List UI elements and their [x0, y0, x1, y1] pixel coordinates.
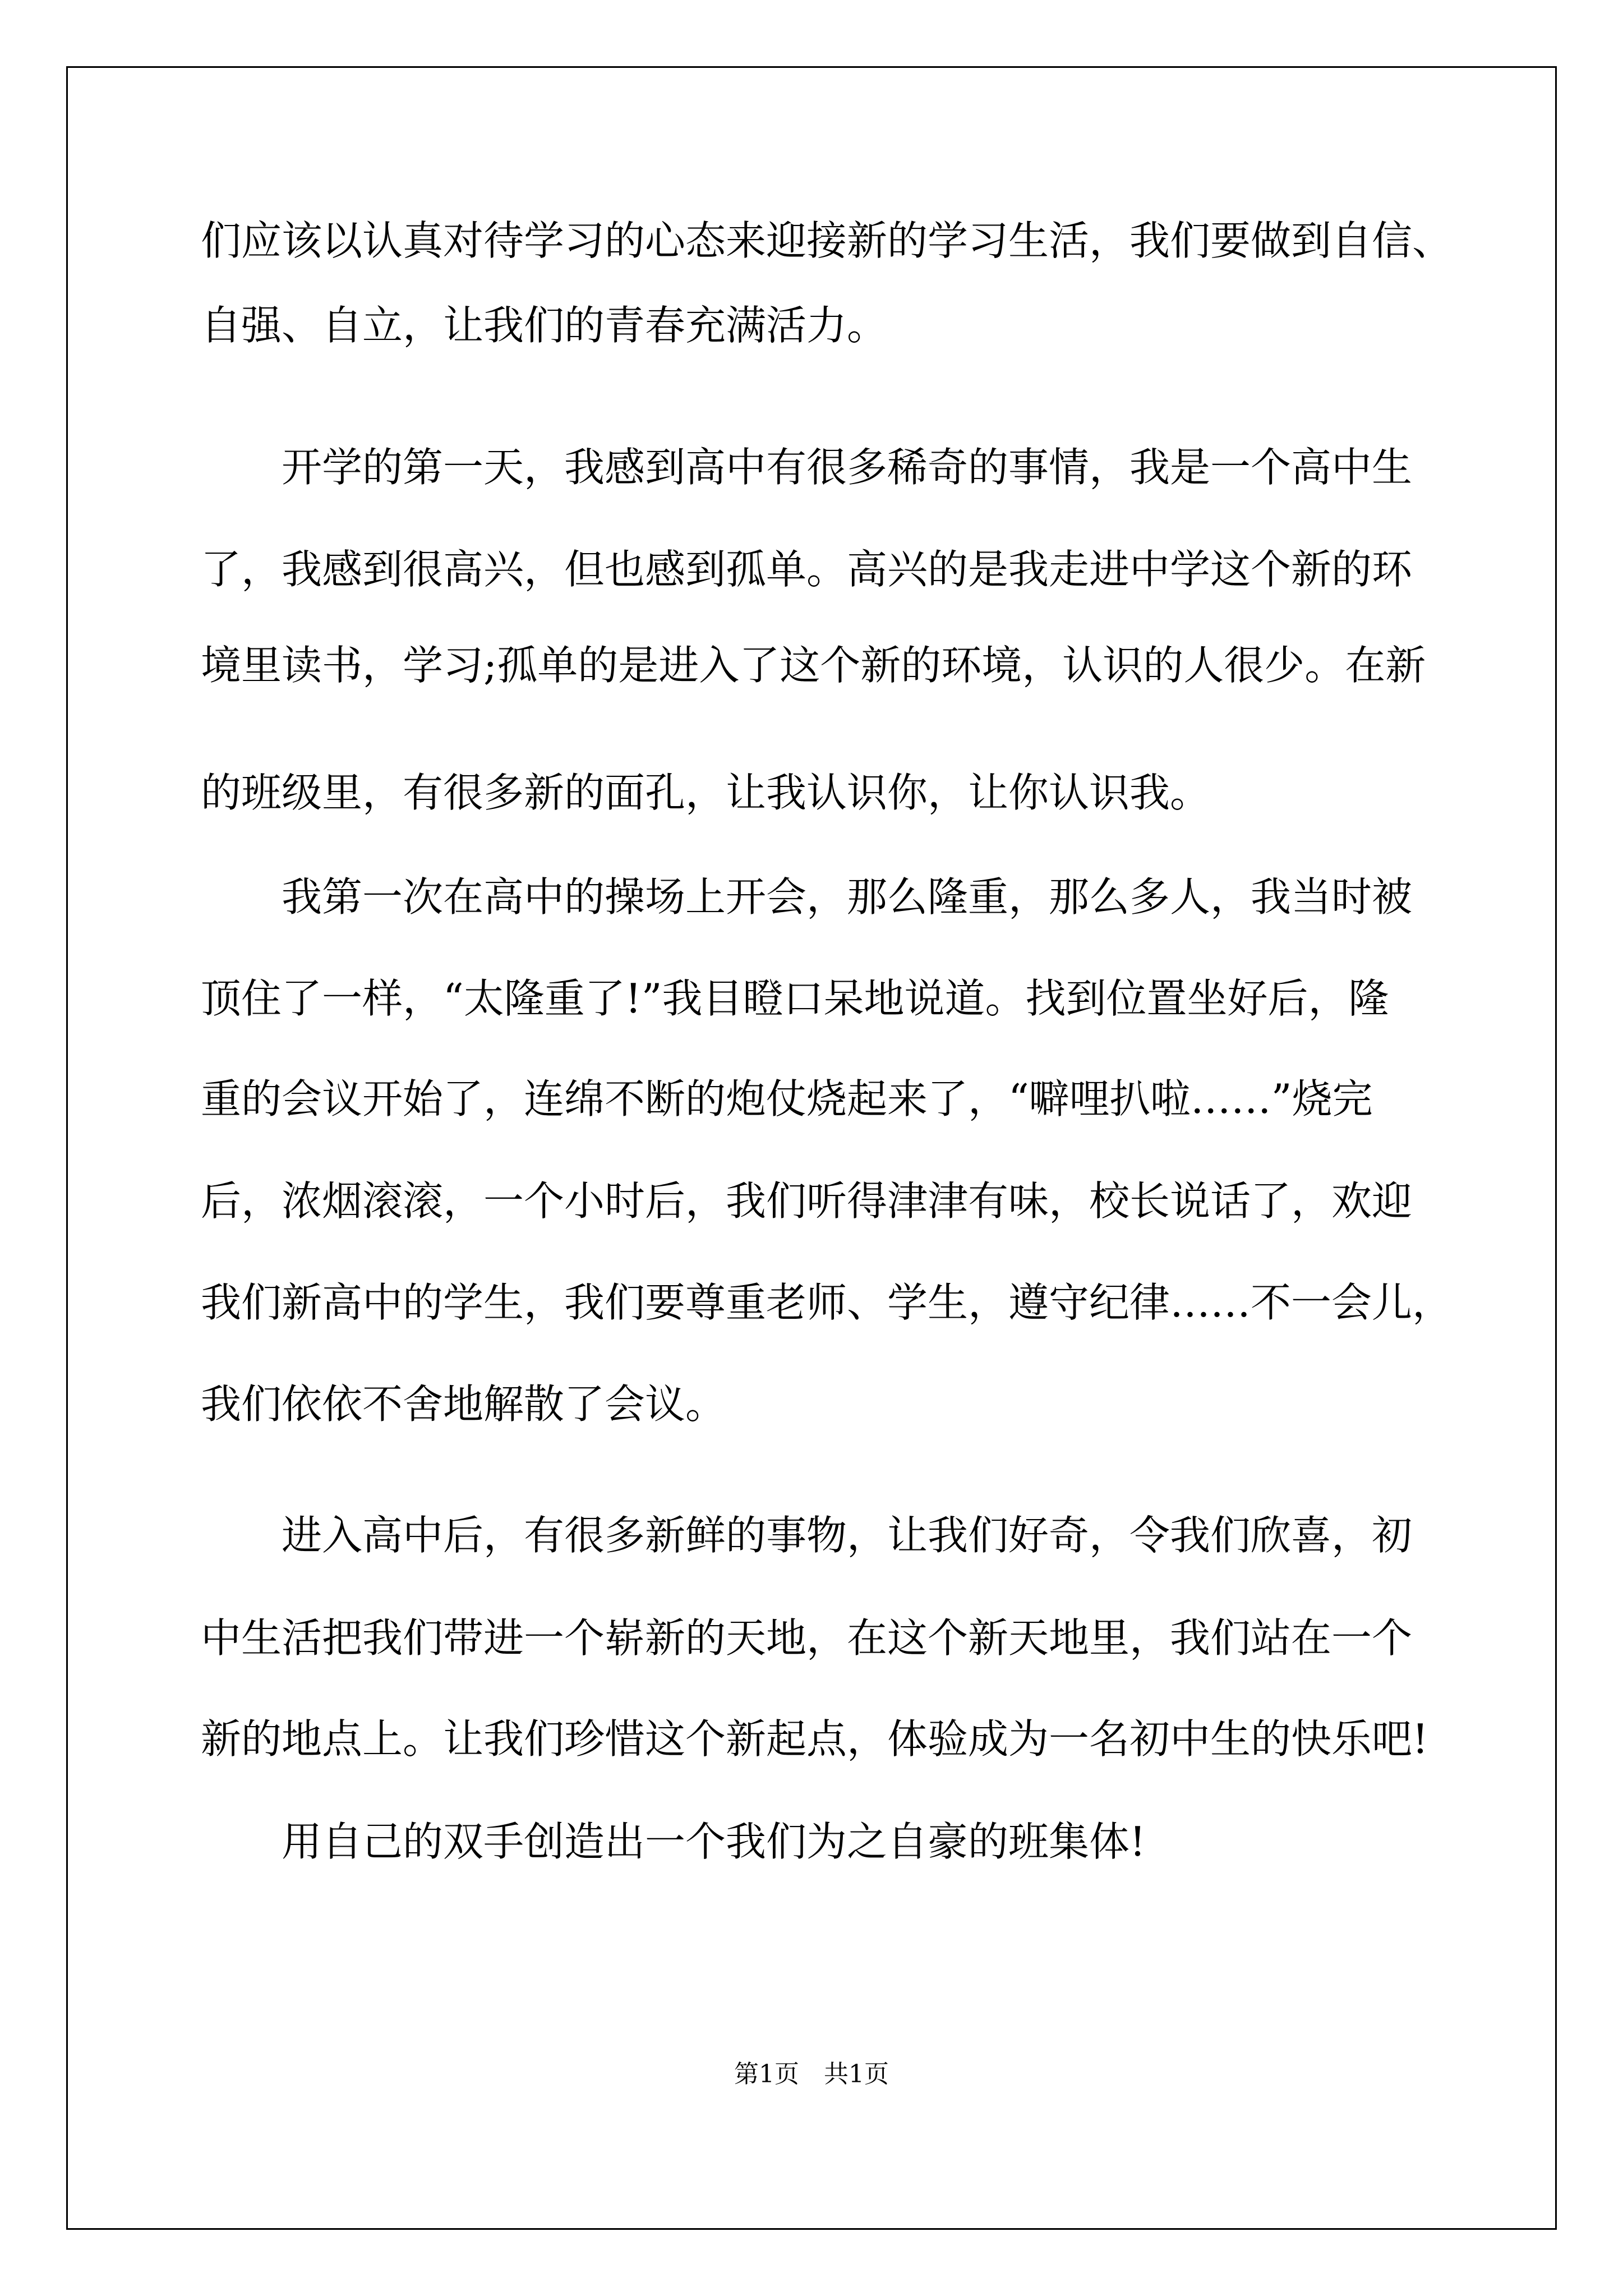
text-line: 进入高中后，有很多新鲜的事物，让我们好奇，令我们欣喜，初	[201, 1512, 1413, 1559]
text-line: 中生活把我们带进一个崭新的天地，在这个新天地里，我们站在一个	[201, 1614, 1413, 1662]
text-line: 我第一次在高中的操场上开会，那么隆重，那么多人，我当时被	[201, 873, 1413, 921]
text-line: 的班级里，有很多新的面孔，让我认识你，让你认识我。	[201, 769, 1211, 816]
text-line: 顶住了一样，“太隆重了!”我目瞪口呆地说道。找到位置坐好后，隆	[201, 975, 1389, 1022]
text-line: 我们依依不舍地解散了会议。	[201, 1381, 726, 1428]
text-line: 开学的第一天，我感到高中有很多稀奇的事情，我是一个高中生	[201, 444, 1413, 491]
text-line: 后，浓烟滚滚，一个小时后，我们听得津津有味，校长说话了，欢迎	[201, 1177, 1413, 1225]
text-line: 我们新高中的学生，我们要尊重老师、学生，遵守纪律……不一会儿，	[201, 1279, 1453, 1326]
page-border	[66, 66, 1557, 2230]
text-line: 用自己的双手创造出一个我们为之自豪的班集体!	[201, 1818, 1146, 1865]
text-line: 境里读书，学习;孤单的是进入了这个新的环境，认识的人很少。在新	[201, 642, 1426, 689]
text-line: 们应该以认真对待学习的心态来迎接新的学习生活，我们要做到自信、	[201, 217, 1453, 264]
page-number-footer: 第1页 共1页	[734, 2060, 889, 2088]
text-line: 重的会议开始了，连绵不断的炮仗烧起来了，“噼哩扒啦……”烧完	[201, 1075, 1373, 1122]
text-line: 新的地点上。让我们珍惜这个新起点，体验成为一名初中生的快乐吧!	[201, 1715, 1428, 1763]
text-line: 自强、自立，让我们的青春充满活力。	[201, 302, 888, 349]
text-line: 了，我感到很高兴，但也感到孤单。高兴的是我走进中学这个新的环	[201, 546, 1413, 593]
